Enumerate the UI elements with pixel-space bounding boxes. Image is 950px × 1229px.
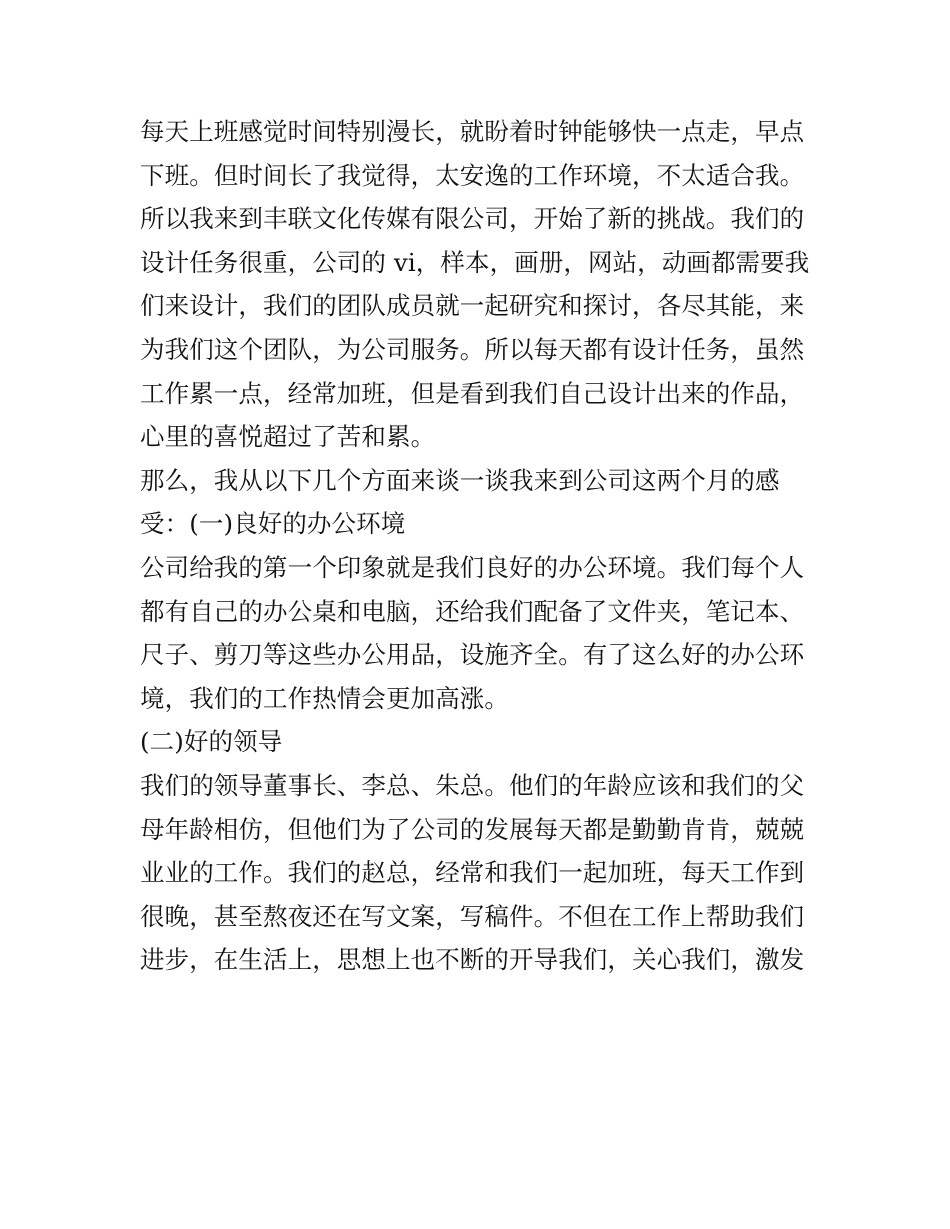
text-line-12: 都有自己的办公桌和电脑，还给我们配备了文件夹，笔记本、 <box>140 596 805 626</box>
text-line-13: 尺子、剪刀等这些办公用品，设施齐全。有了这么好的办公环 <box>140 640 805 670</box>
text-line-19: 很晚，甚至熬夜还在写文案，写稿件。不但在工作上帮助我们 <box>140 901 805 931</box>
text-line-2: 下班。但时间长了我觉得，太安逸的工作环境，不太适合我。 <box>140 160 805 190</box>
text-line-7: 工作累一点，经常加班，但是看到我们自己设计出来的作品， <box>140 378 805 408</box>
text-line-10: 受：(一)良好的办公环境 <box>140 509 406 539</box>
text-line-8: 心里的喜悦超过了苦和累。 <box>140 422 436 452</box>
text-line-16: 我们的领导董事长、李总、朱总。他们的年龄应该和我们的父 <box>140 770 805 800</box>
body-text <box>140 110 820 982</box>
text-line-18: 业业的工作。我们的赵总，经常和我们一起加班，每天工作到 <box>140 858 805 888</box>
text-line-17: 母年龄相仿，但他们为了公司的发展每天都是勤勤肯肯，兢兢 <box>140 814 805 844</box>
text-line-6: 为我们这个团队，为公司服务。所以每天都有设计任务，虽然 <box>140 334 805 364</box>
text-line-20: 进步，在生活上，思想上也不断的开导我们，关心我们，激发 <box>140 945 805 975</box>
text-line-14: 境，我们的工作热情会更加高涨。 <box>140 683 509 713</box>
text-line-5: 们来设计，我们的团队成员就一起研究和探讨，各尽其能，来 <box>140 291 805 321</box>
text-line-3: 所以我来到丰联文化传媒有限公司，开始了新的挑战。我们的 <box>140 204 805 234</box>
text-line-11: 公司给我的第一个印象就是我们良好的办公环境。我们每个人 <box>140 552 805 582</box>
text-line-15: (二)好的领导 <box>140 727 283 757</box>
text-line-4: 设计任务很重，公司的 vi，样本，画册，网站，动画都需要我 <box>140 247 810 277</box>
text-line-1: 每天上班感觉时间特别漫长，就盼着时钟能够快一点走，早点 <box>140 117 805 146</box>
text-line-9: 那么，我从以下几个方面来谈一谈我来到公司这两个月的感 <box>140 465 780 495</box>
